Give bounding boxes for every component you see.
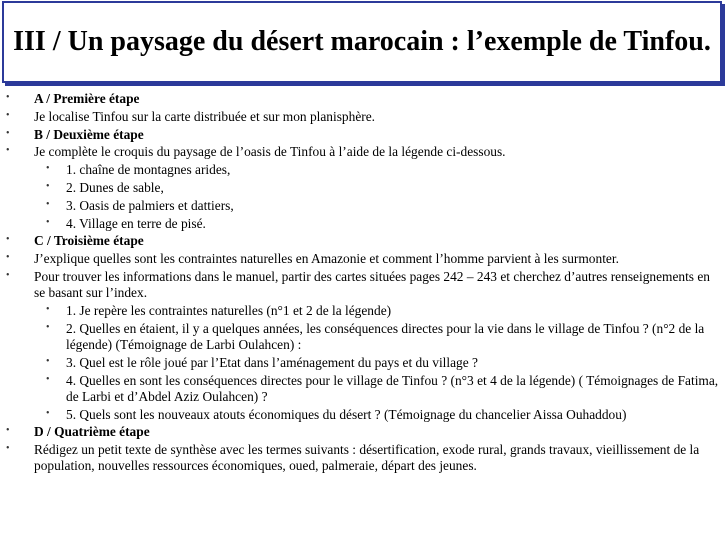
sub-list-item [0,355,726,371]
bullet-icon: • [6,92,10,103]
bullet-list [0,91,726,476]
list-item [0,144,726,160]
item-text: 2. Quelles en étaient, il y a quelques années, les conséquences directes pour la vie dans le village de Tinfou ? (n°2 de la légende) (Témoignage de Larbi Oulahcen) : [66,320,705,352]
item-text: Rédigez un petit texte de synthèse avec les termes suivants : désertification, exode rural, grands travaux, vieillissement de la population, nouvelles ressources économiques, oued, palmeraie, départ des jeunes. [34,442,700,474]
item-text: Je complète le croquis du paysage de l’oasis de Tinfou à l’aide de la légende ci-dessous. [34,144,506,160]
list-item [0,251,726,267]
bullet-icon: • [46,373,50,385]
list-item [0,109,726,125]
sub-list-item [0,407,726,423]
bullet-icon: • [46,355,50,367]
item-text: 1. Je repère les contraintes naturelles (n°1 et 2 de la légende) [66,302,392,318]
sub-list-item [0,180,726,196]
list-item [0,269,726,301]
item-text: 4. Village en terre de pisé. [66,215,206,231]
item-text: Pour trouver les informations dans le manuel, partir des cartes situées pages 242 – 243 et cherchez d’autres renseignements en se basant sur l’index. [34,268,711,301]
list-item [0,424,726,440]
sub-list-item [0,373,726,405]
bullet-icon: • [46,180,50,192]
bullet-icon: • [6,269,10,281]
item-text: J’explique quelles sont les contraintes naturelles en Amazonie et comment l’homme parvient à les surmonter. [34,251,619,267]
bullet-icon: • [6,425,10,437]
item-text: 5. Quels sont les nouveaux atouts économiques du désert ? (Témoignage du chancelier Aissa Ouhaddou) [66,406,627,422]
section-heading: B / Deuxième étape [34,126,144,142]
item-text: 4. Quelles en sont les conséquences directes pour le village de Tinfou ? (n°3 et 4 de la légende) ( Témoignages de Fatima, de Larbi et d’Abdel Aziz Oulahcen) ? [66,372,719,404]
bullet-icon: • [46,198,50,210]
sub-list-item [0,321,726,353]
item-text: Je localise Tinfou sur la carte distribuée et sur mon planisphère. [34,108,376,124]
sub-list-item [0,303,726,319]
list-item [0,127,726,143]
list-item [0,91,726,107]
bullet-icon: • [6,109,10,121]
bullet-icon: • [46,303,50,315]
bullet-icon: • [46,216,50,228]
title-box [2,1,722,83]
page-title: III / Un paysage du désert marocain : l’exemple de Tinfou. [13,26,711,57]
item-text: 3. Oasis de palmiers et dattiers, [66,197,234,213]
bullet-icon: • [46,163,50,175]
section-heading: C / Troisième étape [34,233,144,249]
item-text: 3. Quel est le rôle joué par l’Etat dans l’aménagement du pays et du village ? [66,354,478,370]
bullet-icon: • [46,407,50,419]
item-text: 1. chaîne de montagnes arides, [66,162,231,178]
list-item [0,442,726,474]
bullet-icon: • [6,234,10,246]
bullet-icon: • [6,443,10,455]
list-item [0,233,726,249]
bullet-icon: • [6,127,10,139]
item-text: 2. Dunes de sable, [66,179,164,195]
sub-list-item [0,216,726,232]
section-heading: A / Première étape [34,91,140,106]
bullet-icon: • [6,145,10,157]
bullet-icon: • [46,321,50,333]
bullet-icon: • [6,252,10,264]
section-heading: D / Quatrième étape [34,424,150,440]
sub-list-item [0,198,726,214]
sub-list-item [0,162,726,178]
